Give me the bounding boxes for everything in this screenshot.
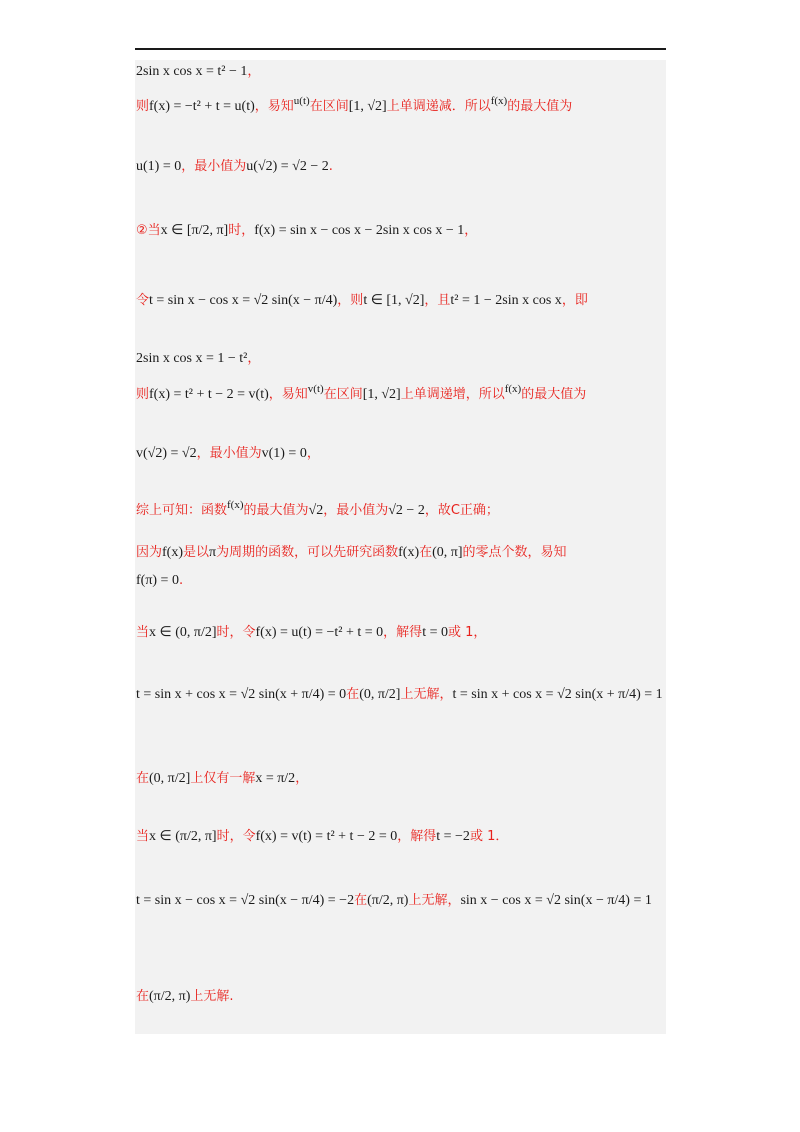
line-text: 上仅有一解 bbox=[190, 771, 256, 786]
math-expression: t² = 1 − 2sin x cos x bbox=[450, 293, 562, 308]
line-text: ，易知 bbox=[254, 99, 294, 114]
math-expression: sin x − cos x = √2 sin(x − π/4) = 1 bbox=[460, 893, 652, 908]
math-expression: x ∈ (0, π/2] bbox=[149, 625, 217, 640]
line-text: . bbox=[178, 573, 184, 588]
solution-line bbox=[136, 572, 183, 590]
line-text: ， bbox=[247, 64, 261, 79]
line-text: ， bbox=[306, 446, 320, 461]
line-text: ，解得 bbox=[383, 625, 423, 640]
math-expression: √2 bbox=[308, 503, 324, 518]
solution-line bbox=[136, 292, 588, 310]
line-text: 在 bbox=[419, 545, 433, 560]
math-expression: u(t) bbox=[293, 95, 310, 107]
line-text: 在 bbox=[346, 687, 360, 702]
math-expression: x ∈ (π/2, π] bbox=[149, 829, 217, 844]
line-text: ， bbox=[247, 351, 261, 366]
line-text: 的最大值为 bbox=[507, 99, 573, 114]
line-text: 上单调递增，所以 bbox=[400, 387, 505, 402]
line-text: 综上可知：函数 bbox=[136, 503, 228, 518]
line-text: 上单调递减．所以 bbox=[386, 99, 491, 114]
math-expression: π bbox=[209, 545, 217, 560]
line-text: 则 bbox=[136, 387, 150, 402]
solution-line bbox=[136, 222, 477, 240]
line-text: 因为 bbox=[136, 545, 163, 560]
math-expression: (0, π/2] bbox=[359, 687, 401, 702]
solution-line bbox=[136, 624, 486, 642]
line-text: 或 1， bbox=[447, 625, 487, 640]
math-expression: f(x) = t² + t − 2 = v(t) bbox=[149, 387, 269, 402]
line-text: 时，令 bbox=[216, 625, 256, 640]
math-expression: (0, π/2] bbox=[149, 771, 191, 786]
math-expression: t = 0 bbox=[422, 625, 448, 640]
line-text: 时，令 bbox=[216, 829, 256, 844]
line-text: 的零点个数，易知 bbox=[462, 545, 567, 560]
solution-line bbox=[136, 988, 234, 1006]
math-expression: x ∈ [π/2, π] bbox=[160, 223, 229, 238]
line-text: ，最小值为 bbox=[181, 159, 247, 174]
solution-line bbox=[136, 350, 260, 368]
math-expression: f(x) bbox=[490, 95, 508, 107]
math-expression: t = sin x + cos x = √2 sin(x + π/4) = 1 bbox=[452, 687, 663, 702]
line-text: ，则 bbox=[337, 293, 364, 308]
math-expression: v(t) bbox=[307, 383, 324, 395]
math-expression: (π/2, π) bbox=[367, 893, 409, 908]
line-text: 的最大值为 bbox=[243, 503, 309, 518]
math-expression: f(x) = v(t) = t² + t − 2 = 0 bbox=[255, 829, 398, 844]
math-expression: f(π) = 0 bbox=[136, 573, 179, 588]
solution-line bbox=[136, 63, 260, 81]
line-text: 为周期的函数，可以先研究函数 bbox=[216, 545, 399, 560]
solution-line bbox=[136, 770, 308, 788]
line-text: ， bbox=[295, 771, 309, 786]
math-expression: t = sin x − cos x = √2 sin(x − π/4) bbox=[149, 293, 338, 308]
math-expression: (π/2, π) bbox=[149, 989, 191, 1004]
header-rule bbox=[135, 48, 666, 50]
solution-line bbox=[136, 499, 499, 520]
line-text: ②当 bbox=[136, 223, 161, 238]
line-text: ，即 bbox=[561, 293, 588, 308]
line-text: 上无解. bbox=[190, 989, 234, 1004]
line-text: ，故C正确； bbox=[424, 503, 499, 518]
math-expression: t = sin x − cos x = √2 sin(x − π/4) = −2 bbox=[136, 893, 355, 908]
math-expression: f(x) bbox=[162, 545, 184, 560]
line-text: . bbox=[328, 159, 333, 174]
solution-line bbox=[136, 383, 587, 404]
math-expression: f(x) = u(t) = −t² + t = 0 bbox=[255, 625, 384, 640]
line-text: 则 bbox=[136, 99, 150, 114]
math-expression: 2sin x cos x = t² − 1 bbox=[136, 64, 248, 79]
line-text: 是以 bbox=[183, 545, 210, 560]
math-expression: f(x) = −t² + t = u(t) bbox=[149, 99, 255, 114]
line-text: 时， bbox=[228, 223, 255, 238]
math-expression: f(x) bbox=[227, 499, 244, 511]
math-expression: (0, π] bbox=[432, 545, 463, 560]
solution-line bbox=[136, 892, 652, 910]
solution-line bbox=[136, 544, 567, 562]
math-expression: [1, √2] bbox=[348, 99, 387, 114]
line-text: 在区间 bbox=[323, 387, 363, 402]
line-text: ，最小值为 bbox=[323, 503, 389, 518]
line-text: 在区间 bbox=[309, 99, 349, 114]
line-text: 在 bbox=[136, 771, 150, 786]
line-text: 上无解， bbox=[400, 687, 453, 702]
line-text: ，且 bbox=[424, 293, 451, 308]
line-text: 或 1． bbox=[469, 829, 509, 844]
line-text: 在 bbox=[136, 989, 150, 1004]
line-text: 的最大值为 bbox=[521, 387, 587, 402]
solution-line bbox=[136, 158, 333, 176]
line-text: ，最小值为 bbox=[196, 446, 262, 461]
line-text: ，易知 bbox=[268, 387, 308, 402]
math-expression: v(√2) = √2 bbox=[136, 446, 197, 461]
math-expression: f(x) = sin x − cos x − 2sin x cos x − 1 bbox=[254, 223, 465, 238]
line-text: 令 bbox=[136, 293, 150, 308]
math-expression: t = sin x + cos x = √2 sin(x + π/4) = 0 bbox=[136, 687, 347, 702]
math-expression: t = −2 bbox=[436, 829, 470, 844]
math-expression: f(x) bbox=[504, 383, 522, 395]
solution-line bbox=[136, 95, 573, 116]
line-text: 在 bbox=[354, 893, 368, 908]
math-expression: √2 − 2 bbox=[388, 503, 425, 518]
line-text: 当 bbox=[136, 829, 150, 844]
line-text: ，解得 bbox=[397, 829, 437, 844]
math-expression: t ∈ [1, √2] bbox=[363, 293, 425, 308]
line-text: 当 bbox=[136, 625, 150, 640]
solution-line bbox=[136, 828, 508, 846]
math-expression: u(√2) = √2 − 2 bbox=[246, 159, 329, 174]
math-expression: 2sin x cos x = 1 − t² bbox=[136, 351, 248, 366]
math-expression: f(x) bbox=[398, 545, 420, 560]
math-expression: [1, √2] bbox=[362, 387, 401, 402]
solution-line bbox=[136, 686, 663, 704]
math-expression: x = π/2 bbox=[255, 771, 296, 786]
solution-line bbox=[136, 445, 320, 463]
line-text: ， bbox=[464, 223, 478, 238]
line-text: 上无解， bbox=[408, 893, 461, 908]
math-expression: u(1) = 0 bbox=[136, 159, 182, 174]
math-expression: v(1) = 0 bbox=[261, 446, 307, 461]
